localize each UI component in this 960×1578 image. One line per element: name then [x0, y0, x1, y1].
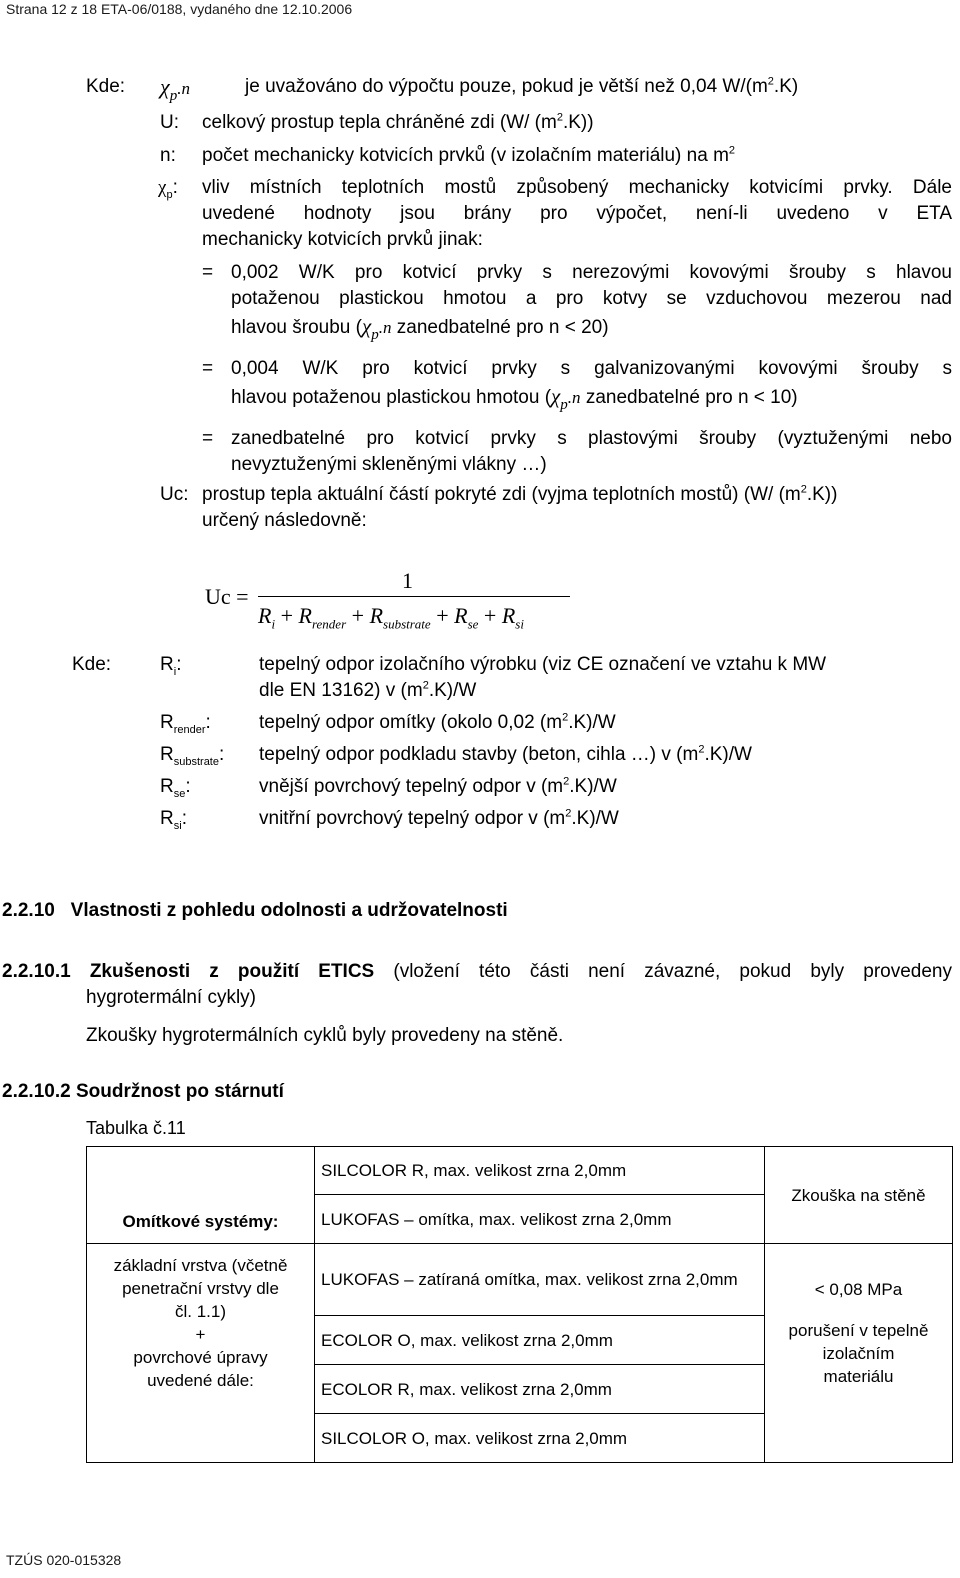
r-kde-label: Kde:	[72, 654, 112, 675]
rsubstrate-label: $R_{substrate}$:	[160, 744, 225, 768]
right-head-cell	[765, 1147, 953, 1244]
rse-text: vnější povrchový tepelný odpor v $(m^2.K)/W$	[259, 775, 617, 797]
row-cell-2	[315, 1195, 765, 1244]
eq-item-2: 0,004 W/K pro kotvicí prvky s galvanizovanými kovovými šrouby s hlavou potaženou plastickou hmotou ($\chi_p.n$ zanedbatelné pro n < 10)	[231, 358, 952, 413]
page-header: Strana 12 z 18 ETA-06/0188, vydaného dne 12.10.2006	[6, 1, 353, 17]
right-value: < 0,08 MPa	[814, 1280, 903, 1299]
section-2210-heading: 2.2.10 Vlastnosti z pohledu odolnosti a udržovatelnosti	[2, 900, 508, 921]
uc-text: prostup tepla aktuální částí pokryté zdi (vyjma teplotních mostů) (W/ $(m^2.K)$) určený následovně:	[202, 483, 838, 531]
rsi-text: vnitřní povrchový tepelný odpor v $(m^2.K)/W$	[259, 807, 619, 829]
row-text-6: SILCOLOR O, max. velikost zrna 2,0mm	[321, 1428, 628, 1448]
left-body-text: základní vrstva (včetně penetrační vrstvy dle čl. 1.1) + povrchové úpravy uvedené dále:	[113, 1256, 288, 1390]
right-head-text: Zkouška na stěně	[791, 1185, 926, 1205]
row-cell-3	[315, 1244, 765, 1316]
eq-sign-2: =	[202, 358, 214, 379]
n-text: počet mechanicky kotvicích prvků (v izolačním materiálu) na $m^2$	[202, 144, 736, 166]
formula-denominator: $R_i + R_{render} + R_{substrate} + R_{se} + R_{si}$	[258, 603, 524, 632]
rrender-text: tepelný odpor omítky (okolo 0,02 $(m^2.K)/W$	[259, 711, 616, 733]
ri-text: tepelný odpor izolačního výrobku (viz CE označení ve vztahu k MW dle EN 13162) v $(m^2.K)/W$	[259, 654, 827, 701]
rrender-label: $R_{render}$:	[160, 712, 211, 736]
rse-label: $R_{se}$:	[160, 776, 191, 800]
left-head-text: Omítkové systémy:	[122, 1212, 279, 1231]
kde-label: Kde:	[86, 76, 126, 97]
section-22101-line2: hygrotermální cykly)	[86, 987, 256, 1008]
rsubstrate-text: tepelný odpor podkladu stavby (beton, cihla …) v $(m^2.K)/W$	[259, 743, 752, 765]
row-cell-6	[315, 1414, 765, 1463]
left-body-cell	[87, 1244, 315, 1463]
eq-sign-1: =	[202, 262, 214, 283]
row-text-2: LUKOFAS – omítka, max. velikost zrna 2,0mm	[321, 1209, 672, 1229]
eq-item-1: 0,002 W/K pro kotvicí prvky s nerezovými kovovými šrouby s hlavou potaženou plastickou hmotou a pro kotvy se vzduchovou mezerou nad hlavou šroubu ($\chi_p.n$ zanedbatelné pro n < 20)	[231, 262, 952, 343]
right-desc: porušení v tepelně izolačním materiálu	[788, 1321, 929, 1386]
rsi-label: $R_{si}$:	[160, 808, 187, 832]
eq-sign-3: =	[202, 428, 214, 449]
fraction-bar	[258, 596, 570, 597]
chip-text: vliv místních teplotních mostů způsobený mechanicky kotvicími prvky. Dále uvedené hodnoty jsou brány pro výpočet, není-li uvedeno v ETA mechanicky kotvicích prvků jinak:	[202, 177, 952, 250]
table-11	[86, 1146, 953, 1463]
row-text-1: SILCOLOR R, max. velikost zrna 2,0mm	[321, 1161, 627, 1180]
row-text-4: ECOLOR O, max. velikost zrna 2,0mm	[321, 1330, 613, 1350]
ri-label: $R_i$:	[160, 654, 182, 678]
u-label: U:	[160, 112, 179, 133]
page-footer: TZÚS 020-015328	[6, 1552, 122, 1568]
left-head-cell	[87, 1147, 315, 1244]
uc-label: Uc:	[160, 484, 189, 505]
chip-label: $\chi_p$:	[158, 177, 178, 201]
section-22101-para: Zkoušky hygrotermálních cyklů byly provedeny na stěně.	[86, 1025, 564, 1046]
row-text-5: ECOLOR R, max. velikost zrna 2,0mm	[321, 1379, 612, 1399]
right-body-cell	[765, 1244, 953, 1463]
section-22102-heading: 2.2.10.2 Soudržnost po stárnutí	[2, 1081, 284, 1102]
row-cell-4	[315, 1316, 765, 1365]
row-cell-5	[315, 1365, 765, 1414]
table-caption: Tabulka č.11	[86, 1118, 186, 1138]
section-22101: 2.2.10.1 Zkušenosti z použití ETICS (vložení této části není závazné, pokud byly provedeny	[2, 961, 952, 982]
eq-item-3: zanedbatelné pro kotvicí prvky s plastovými šrouby (vyztuženými nebo nevyztuženými skleněnými vlákny …)	[231, 428, 952, 475]
row-cell-1	[315, 1147, 765, 1195]
row-text-3: LUKOFAS – zatíraná omítka, max. velikost zrna 2,0mm	[321, 1270, 738, 1289]
n-label: n:	[160, 145, 176, 166]
formula-lhs: Uc =	[205, 584, 249, 609]
formula-numerator: 1	[402, 568, 413, 593]
chi-pn-text: je uvažováno do výpočtu pouze, pokud je větší než 0,04 $W/(m^2.K)$	[245, 75, 799, 97]
chi-pn-symbol: $\chi_p.n$	[160, 74, 190, 104]
u-text: celkový prostup tepla chráněné zdi (W/ $(m^2.K)$)	[202, 111, 594, 133]
